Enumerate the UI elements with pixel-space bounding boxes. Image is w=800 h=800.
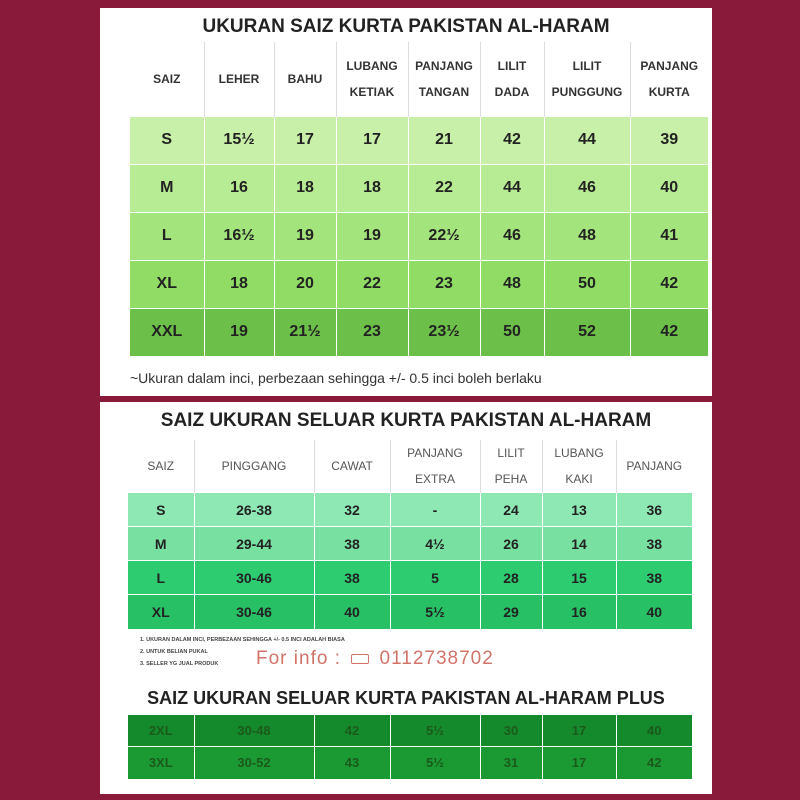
- kurta-measurement-cell: 21: [408, 116, 480, 164]
- seluar-measurement-cell: 16: [542, 595, 616, 629]
- plus-measurement-cell: 5½: [390, 715, 480, 747]
- kurta-size-label: XXL: [130, 308, 204, 356]
- kurta-size-row: [130, 308, 708, 356]
- kurta-measurement-cell: 17: [336, 116, 408, 164]
- kurta-size-table: [130, 42, 708, 356]
- seluar-header-label: LUBANG: [554, 446, 604, 460]
- kurta-size-row: [130, 116, 708, 164]
- seluar-measurement-cell: 36: [616, 493, 692, 527]
- kurta-measurement-cell: 22½: [408, 212, 480, 260]
- seluar-header-label: EXTRA: [414, 472, 455, 486]
- kurta-header-cell: [408, 42, 480, 116]
- kurta-size-panel: [100, 8, 712, 396]
- kurta-size-row: [130, 212, 708, 260]
- kurta-measurement-cell: 50: [480, 308, 544, 356]
- seluar-measurement-cell: 4½: [390, 527, 480, 561]
- seluar-header-cell: [542, 440, 616, 493]
- contact-info-watermark: [256, 648, 494, 670]
- info-label: For info :: [256, 648, 341, 669]
- kurta-measurement-cell: 20: [274, 260, 336, 308]
- kurta-measurement-cell: 48: [544, 212, 630, 260]
- seluar-measurement-cell: 38: [314, 527, 390, 561]
- kurta-measurement-cell: 23½: [408, 308, 480, 356]
- kurta-measurement-cell: 19: [336, 212, 408, 260]
- kurta-measurement-cell: 48: [480, 260, 544, 308]
- seluar-measurement-cell: 40: [314, 595, 390, 629]
- kurta-header-label: PANJANG: [415, 58, 473, 73]
- kurta-measurement-cell: 16: [204, 164, 274, 212]
- seluar-note-item: 1. UKURAN DALAM INCI, PERBEZAAN SEHINGGA +/- 0.5 INCI ADALAH BIASA: [140, 637, 345, 643]
- seluar-header-row: [128, 440, 692, 493]
- seluar-size-table: [128, 440, 692, 629]
- seluar-measurement-cell: -: [390, 493, 480, 527]
- kurta-header-label: BAHU: [287, 71, 323, 86]
- kurta-note: ~Ukuran dalam inci, perbezaan sehingga +/- 0.5 inci boleh berlaku: [130, 370, 542, 386]
- seluar-measurement-cell: 13: [542, 493, 616, 527]
- seluar-note-item: 3. SELLER YG JUAL PRODUK: [140, 661, 219, 667]
- kurta-header-cell: [130, 42, 204, 116]
- seluar-size-label: S: [128, 493, 194, 527]
- kurta-chart-title: UKURAN SAIZ KURTA PAKISTAN AL-HARAM: [202, 16, 610, 37]
- seluar-size-label: L: [128, 561, 194, 595]
- plus-measurement-cell: 40: [616, 715, 692, 747]
- seluar-header-label: PANJANG: [626, 459, 683, 473]
- kurta-measurement-cell: 22: [336, 260, 408, 308]
- kurta-measurement-cell: 50: [544, 260, 630, 308]
- seluar-measurement-cell: 30-46: [194, 595, 314, 629]
- kurta-header-label: KETIAK: [349, 84, 395, 99]
- plus-measurement-cell: 30-48: [194, 715, 314, 747]
- plus-measurement-cell: 42: [314, 715, 390, 747]
- kurta-measurement-cell: 46: [480, 212, 544, 260]
- seluar-size-row: [128, 493, 692, 527]
- kurta-header-row: [130, 42, 708, 116]
- kurta-header-cell: [204, 42, 274, 116]
- seluar-measurement-cell: 26-38: [194, 493, 314, 527]
- seluar-header-cell: [480, 440, 542, 493]
- seluar-header-label: PEHA: [494, 472, 528, 486]
- kurta-size-label: XL: [130, 260, 204, 308]
- seluar-header-label: CAWAT: [331, 459, 373, 473]
- phone-icon: [351, 654, 369, 664]
- info-phone: 0112738702: [379, 648, 494, 669]
- kurta-header-label: LILIT: [572, 58, 602, 73]
- plus-chart-title: SAIZ UKURAN SELUAR KURTA PAKISTAN AL-HARAM PLUS: [147, 688, 665, 708]
- seluar-size-panel: [100, 402, 712, 794]
- kurta-measurement-cell: 17: [274, 116, 336, 164]
- kurta-header-label: SAIZ: [153, 71, 181, 86]
- plus-size-row: [128, 715, 692, 747]
- seluar-header-cell: [390, 440, 480, 493]
- kurta-header-label: LUBANG: [346, 58, 398, 73]
- seluar-size-row: [128, 561, 692, 595]
- kurta-measurement-cell: 44: [544, 116, 630, 164]
- plus-measurement-cell: 42: [616, 747, 692, 779]
- plus-measurement-cell: 5½: [390, 747, 480, 779]
- kurta-measurement-cell: 41: [630, 212, 708, 260]
- kurta-header-label: TANGAN: [418, 84, 470, 99]
- seluar-measurement-cell: 28: [480, 561, 542, 595]
- seluar-size-row: [128, 595, 692, 629]
- kurta-measurement-cell: 46: [544, 164, 630, 212]
- plus-measurement-cell: 30: [480, 715, 542, 747]
- plus-measurement-cell: 17: [542, 747, 616, 779]
- kurta-measurement-cell: 21½: [274, 308, 336, 356]
- seluar-size-row: [128, 527, 692, 561]
- kurta-measurement-cell: 15½: [204, 116, 274, 164]
- plus-measurement-cell: 30-52: [194, 747, 314, 779]
- kurta-size-label: M: [130, 164, 204, 212]
- seluar-measurement-cell: 38: [314, 561, 390, 595]
- kurta-header-cell: [630, 42, 708, 116]
- kurta-measurement-cell: 22: [408, 164, 480, 212]
- kurta-measurement-cell: 40: [630, 164, 708, 212]
- kurta-header-label: PANJANG: [640, 58, 699, 73]
- kurta-measurement-cell: 39: [630, 116, 708, 164]
- kurta-header-label: LILIT: [497, 58, 527, 73]
- plus-size-row: [128, 747, 692, 779]
- seluar-header-label: PANJANG: [407, 446, 463, 460]
- kurta-measurement-cell: 23: [408, 260, 480, 308]
- kurta-measurement-cell: 44: [480, 164, 544, 212]
- seluar-measurement-cell: 38: [616, 561, 692, 595]
- plus-size-label: 3XL: [128, 747, 194, 779]
- kurta-header-cell: [480, 42, 544, 116]
- kurta-size-label: S: [130, 116, 204, 164]
- plus-measurement-cell: 17: [542, 715, 616, 747]
- kurta-measurement-cell: 42: [630, 260, 708, 308]
- kurta-measurement-cell: 19: [204, 308, 274, 356]
- seluar-header-cell: [128, 440, 194, 493]
- seluar-size-label: XL: [128, 595, 194, 629]
- seluar-size-label: M: [128, 527, 194, 561]
- seluar-header-label: SAIZ: [147, 459, 175, 473]
- seluar-measurement-cell: 29-44: [194, 527, 314, 561]
- kurta-measurement-cell: 42: [480, 116, 544, 164]
- plus-size-label: 2XL: [128, 715, 194, 747]
- seluar-measurement-cell: 29: [480, 595, 542, 629]
- seluar-measurement-cell: 32: [314, 493, 390, 527]
- kurta-measurement-cell: 16½: [204, 212, 274, 260]
- kurta-header-cell: [544, 42, 630, 116]
- seluar-header-cell: [314, 440, 390, 493]
- plus-measurement-cell: 31: [480, 747, 542, 779]
- kurta-measurement-cell: 18: [204, 260, 274, 308]
- seluar-header-label: PINGGANG: [221, 459, 287, 473]
- seluar-header-label: LILIT: [497, 446, 525, 460]
- kurta-header-cell: [336, 42, 408, 116]
- seluar-measurement-cell: 40: [616, 595, 692, 629]
- seluar-measurement-cell: 15: [542, 561, 616, 595]
- kurta-header-cell: [274, 42, 336, 116]
- kurta-measurement-cell: 18: [274, 164, 336, 212]
- seluar-measurement-cell: 38: [616, 527, 692, 561]
- kurta-size-label: L: [130, 212, 204, 260]
- kurta-header-label: PUNGGUNG: [551, 84, 623, 99]
- kurta-header-label: KURTA: [648, 84, 690, 99]
- seluar-header-label: KAKI: [565, 472, 593, 486]
- seluar-measurement-cell: 30-46: [194, 561, 314, 595]
- kurta-measurement-cell: 23: [336, 308, 408, 356]
- seluar-header-cell: [616, 440, 692, 493]
- kurta-measurement-cell: 52: [544, 308, 630, 356]
- kurta-measurement-cell: 19: [274, 212, 336, 260]
- seluar-measurement-cell: 5½: [390, 595, 480, 629]
- seluar-chart-title: SAIZ UKURAN SELUAR KURTA PAKISTAN AL-HARAM: [160, 410, 652, 431]
- plus-size-table: [128, 714, 692, 779]
- seluar-measurement-cell: 26: [480, 527, 542, 561]
- seluar-header-cell: [194, 440, 314, 493]
- seluar-note-item: 2. UNTUK BELIAN PUKAL: [140, 649, 208, 655]
- kurta-size-row: [130, 164, 708, 212]
- kurta-header-label: LEHER: [218, 71, 260, 86]
- kurta-measurement-cell: 18: [336, 164, 408, 212]
- seluar-measurement-cell: 24: [480, 493, 542, 527]
- kurta-header-label: DADA: [494, 84, 530, 99]
- seluar-measurement-cell: 14: [542, 527, 616, 561]
- kurta-size-row: [130, 260, 708, 308]
- kurta-measurement-cell: 42: [630, 308, 708, 356]
- seluar-measurement-cell: 5: [390, 561, 480, 595]
- plus-measurement-cell: 43: [314, 747, 390, 779]
